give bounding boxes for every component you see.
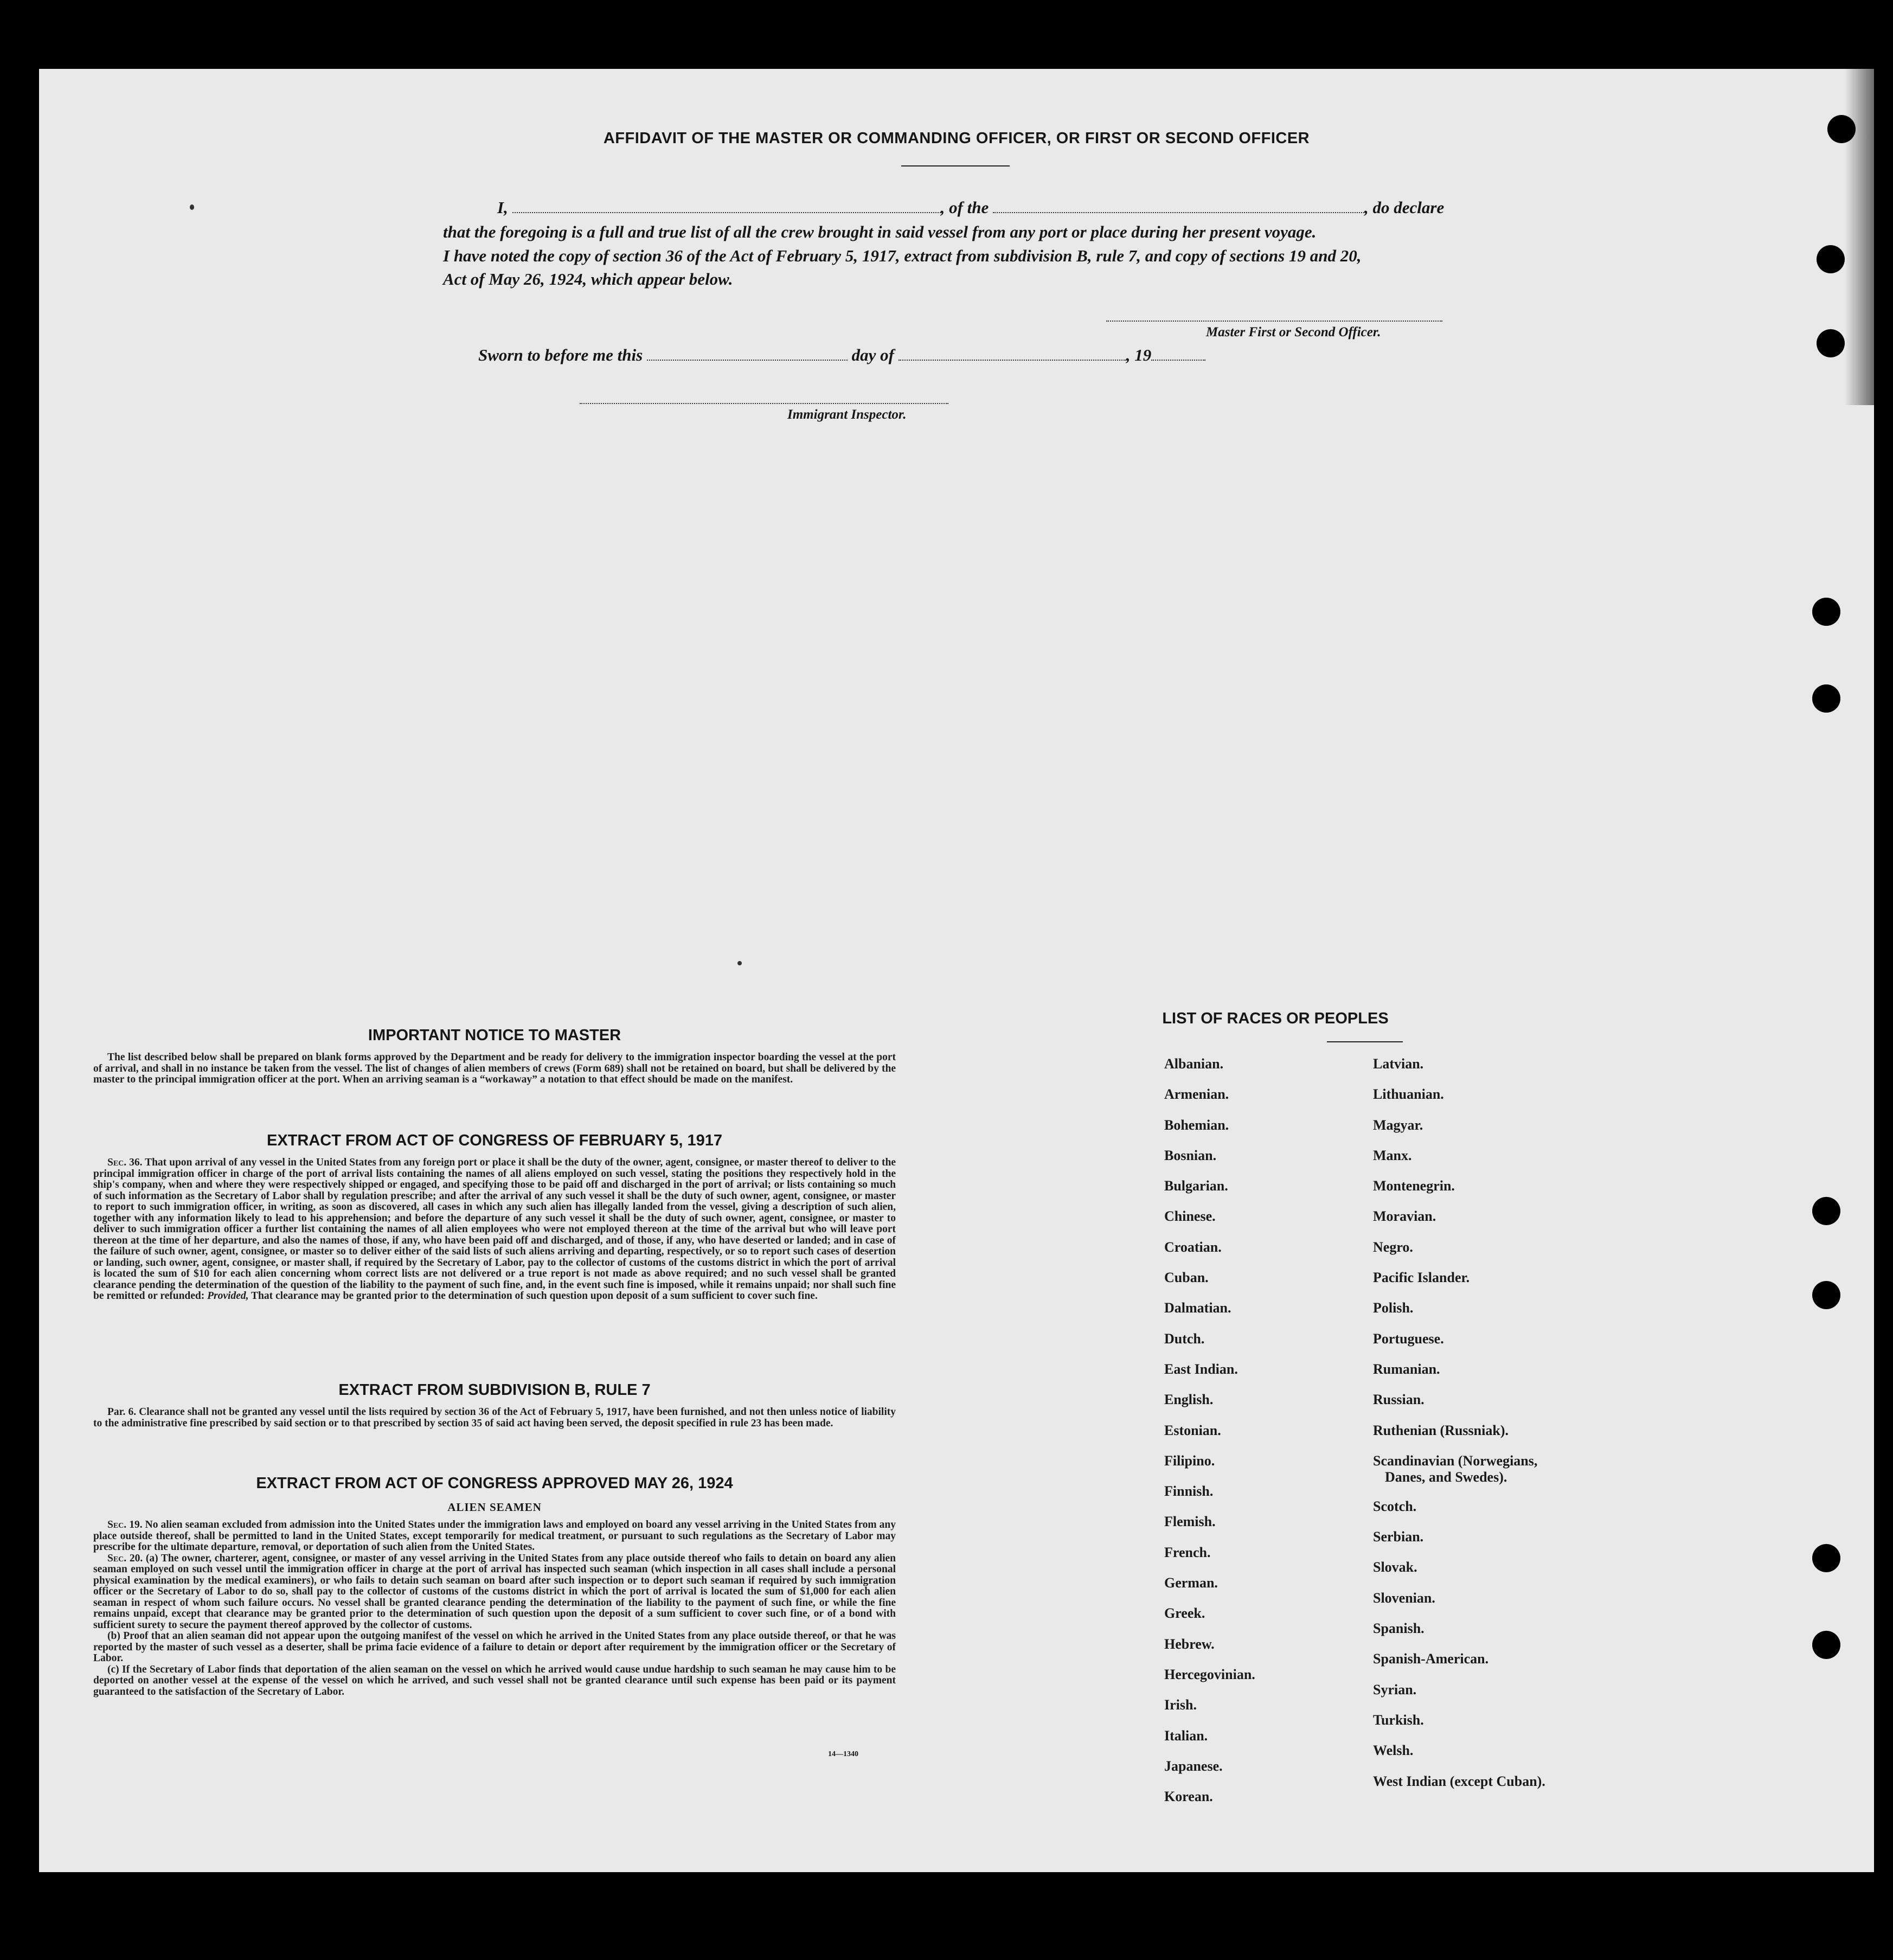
race-item: Slovak. [1373, 1559, 1417, 1575]
punch-hole [1812, 1281, 1840, 1309]
race-item-continuation: Danes, and Swedes). [1385, 1469, 1507, 1485]
race-item: Portuguese. [1373, 1330, 1444, 1347]
race-item: Slovenian. [1373, 1590, 1435, 1606]
notice-title: IMPORTANT NOTICE TO MASTER [368, 1027, 621, 1044]
race-item: Hebrew. [1164, 1636, 1215, 1652]
name-blank[interactable] [512, 201, 941, 213]
race-item: Korean. [1164, 1789, 1213, 1805]
race-item: Flemish. [1164, 1514, 1216, 1530]
race-item: Syrian. [1373, 1681, 1417, 1698]
master-signature-line[interactable] [1106, 319, 1442, 322]
sec-19-label: Sec. 19. [107, 1519, 143, 1530]
race-item: Filipino. [1164, 1452, 1215, 1469]
race-item: Armenian. [1164, 1086, 1229, 1103]
race-item: West Indian (except Cuban). [1373, 1773, 1545, 1789]
sec-36-label: Sec. 36. [107, 1157, 143, 1168]
rule-7-title: EXTRACT FROM SUBDIVISION B, RULE 7 [338, 1381, 651, 1399]
race-item: Albanian. [1164, 1056, 1224, 1072]
punch-hole [1817, 245, 1845, 273]
extract-1917-title: EXTRACT FROM ACT OF CONGRESS OF FEBRUARY 5, 1917 [266, 1132, 723, 1149]
extract-1917-body [93, 1157, 896, 1302]
races-title: LIST OF RACES OR PEOPLES [1162, 1010, 1389, 1027]
sec-20-label: Sec. 20. [107, 1552, 143, 1564]
race-item: Hercegovinian. [1164, 1666, 1255, 1682]
vessel-blank[interactable] [993, 201, 1364, 213]
race-item: Pacific Islander. [1373, 1270, 1470, 1286]
race-item: Croatian. [1164, 1239, 1222, 1255]
sec-20c-text: (c) If the Secretary of Labor finds that deportation of the alien seaman on the vessel on which he arrived would cause undue hardship to such seaman he may cause him to be deported on another vessel at the expense of the vessel on which he arrived, and such vessel shall not be granted clearance until such expense has been paid or its payment guaranteed to the satisfaction of the Secretary of Labor. [93, 1663, 896, 1698]
punch-hole [1812, 1631, 1840, 1659]
affidavit-title: AFFIDAVIT OF THE MASTER OR COMMANDING OFFICER, OR FIRST OR SECOND OFFICER [603, 130, 1310, 147]
race-item: Rumanian. [1373, 1361, 1440, 1377]
ink-speck [737, 961, 742, 965]
notice-text: The list described below shall be prepared on blank forms approved by the Department and be ready for delivery to the immigration inspector boarding the vessel at the port of arrival, and shall in no instance be taken from the vessel. The list of changes of alien members of crews (Form 689) shall not be retained on board, but shall be delivered by the master to the principal immigration officer at the port. When an arriving seaman is a “workaway” a notation to that effect should be made on the manifest. [93, 1052, 896, 1085]
title-rule [901, 165, 1010, 166]
master-caption: Master First or Second Officer. [1206, 325, 1381, 340]
race-item: Russian. [1373, 1392, 1424, 1408]
race-item: Polish. [1373, 1300, 1414, 1316]
race-item: Negro. [1373, 1239, 1413, 1255]
of-the-label: , of the [940, 198, 989, 217]
provided-label: Provided, [207, 1290, 249, 1302]
race-item: Latvian. [1373, 1056, 1424, 1072]
race-item: Scotch. [1373, 1498, 1417, 1514]
race-item: Bulgarian. [1164, 1178, 1228, 1194]
race-item: Turkish. [1373, 1712, 1424, 1728]
day-of-label: day of [851, 345, 894, 364]
punch-hole [1812, 1197, 1840, 1225]
race-item: Finnish. [1164, 1483, 1214, 1500]
races-left-column [1164, 1056, 1255, 1819]
race-item: Dutch. [1164, 1330, 1205, 1347]
notice-body [93, 1052, 896, 1086]
race-item: German. [1164, 1575, 1218, 1591]
race-item: Serbian. [1373, 1529, 1424, 1545]
sworn-line [478, 345, 1205, 365]
race-item: Greek. [1164, 1605, 1205, 1622]
rule-7-text: Par. 6. Clearance shall not be granted any vessel until the lists required by section 36 of the Act of February 5, 1917, have been furnished, and not then unless notice of liability to the administrative fine prescribed by said section or to that prescribed by section 35 of said act having been served, the deposit specified in rule 23 has been made. [93, 1406, 896, 1429]
race-item: Cuban. [1164, 1270, 1209, 1286]
statement-line-3: Act of May 26, 1924, which appear below. [443, 270, 733, 289]
race-item: Magyar. [1373, 1117, 1423, 1133]
race-item: Spanish. [1373, 1620, 1424, 1637]
punch-hole [1812, 598, 1840, 626]
race-item: Lithuanian. [1373, 1086, 1444, 1103]
i-label: I, [497, 198, 508, 217]
race-item: Montenegrin. [1373, 1178, 1455, 1194]
race-item: Irish. [1164, 1697, 1197, 1713]
sec-36-text-end: That clearance may be granted prior to the determination of such question upon deposit of a sum sufficient to cover such fine. [251, 1290, 818, 1302]
race-item: Manx. [1373, 1147, 1412, 1163]
race-item: Bosnian. [1164, 1147, 1217, 1163]
statement-line-1: that the foregoing is a full and true list of all the crew brought in said vessel from any port or place during her present voyage. [443, 222, 1317, 241]
punch-hole [1812, 1544, 1840, 1572]
declaration-line [497, 198, 1444, 217]
day-blank[interactable] [647, 349, 848, 361]
race-item: Bohemian. [1164, 1117, 1229, 1133]
race-item: Chinese. [1164, 1208, 1216, 1225]
race-item: English. [1164, 1392, 1214, 1408]
race-item: Spanish-American. [1373, 1651, 1489, 1667]
race-item: Italian. [1164, 1727, 1208, 1744]
extract-1924-body [93, 1520, 896, 1698]
punch-hole [1817, 329, 1845, 357]
inspector-signature-line[interactable] [580, 402, 948, 404]
race-item: Estonian. [1164, 1422, 1221, 1438]
race-item: French. [1164, 1544, 1211, 1560]
race-item: Scandinavian (Norwegians, [1373, 1452, 1538, 1469]
races-right-column [1373, 1056, 1545, 1804]
rule-7-body [93, 1407, 896, 1429]
race-item: Japanese. [1164, 1758, 1223, 1774]
year-blank[interactable] [1151, 349, 1205, 361]
races-title-rule [1327, 1041, 1403, 1042]
sec-36-text: That upon arrival of any vessel in the United States from any foreign port or place it shall be the duty of the owner, agent, consignee, or master thereof to deliver to the principal immigration officer in charge of the port of arrival lists containing the names of all aliens employed on such vessel, stating the positions they respectively hold in the ship's company, when and where they were respectively shipped or engaged, and specifying those to be paid off and discharged in the port of arrival; or lists containing so much of such information as the Secretary of Labor shall by regulation prescribe; and after the arrival of any such vessel it shall be the duty of such owner, agent, consignee, or master to report to such immigration officer, in writing, as soon as discovered, all cases in which any such alien has illegally landed from the vessel, giving a description of such alien, together with any information likely to lead to his apprehension; and before the departure of any such vessel it shall be the duty of such owner, agent, consignee, or master to deliver to such immigration officer a further list containing the names of all alien employees who were not employed thereon at the time of the arrival but who will leave port thereon at the time of her departure, and also the names of those, if any, who have been paid off and discharged, and of those, if any, who have deserted or landed; and in case of the failure of such owner, agent, consignee, or master so to deliver either of the said lists of such aliens arriving and departing, respectively, or so to report such cases of desertion or landing, such owner, agent, consignee, or master shall, if required by the Secretary of Labor, pay to the collector of customs of the customs district in which the port of arrival is located the sum of $10 for each alien concerning whom correct lists are not delivered or a true report is not made as above required; and no such vessel shall be granted clearance pending the determination of the question of the liability to the payment of such fine, and, in the event such fine is imposed, while it remains unpaid; nor shall such fine be remitted or refunded: [93, 1157, 896, 1302]
sec-20a-text: (a) The owner, charterer, agent, consignee, or master of any vessel arriving in the United States from any place outside thereof who fails to detain on board any alien seaman employed on such vessel until the immigration officer in charge at the port of arrival has inspected such seaman (which inspection in all cases shall include a personal physical examination by the medical examiners), or who fails to detain such seaman on board after such inspection or to deport such seaman if required by such immigration officer or the Secretary of Labor to do so, shall pay to the collector of customs of the customs district in which the port of arrival is located the sum of $1,000 for each alien seaman in respect of whom such failure occurs. No vessel shall be granted clearance pending the determination of the liability to the payment of such fine, or while the fine remains unpaid, except that clearance may be granted prior to the determination of such question upon the deposit of a sum sufficient to cover such fine, or of a bond with sufficient surety to secure the payment thereof approved by the collector of customs. [93, 1552, 896, 1631]
torn-edge-shadow [1845, 69, 1874, 405]
extract-1924-title: EXTRACT FROM ACT OF CONGRESS APPROVED MAY 26, 1924 [256, 1475, 733, 1492]
sec-19-text: No alien seaman excluded from admission into the United States under the immigration laws and employed on board any vessel arriving in the United States from any place outside thereof, shall be permitted to land in the United States, except temporarily for medical treatment, or pursuant to such regulations as the Secretary of Labor may prescribe for the ultimate departure, removal, or deportation of such alien from the United States. [93, 1519, 896, 1553]
inspector-caption: Immigrant Inspector. [787, 407, 907, 422]
sworn-label: Sworn to before me this [478, 345, 643, 364]
ink-speck [190, 204, 194, 210]
alien-seamen-subtitle: ALIEN SEAMEN [447, 1501, 542, 1514]
race-item: East Indian. [1164, 1361, 1238, 1377]
race-item: Welsh. [1373, 1743, 1414, 1759]
do-declare-label: , do declare [1364, 198, 1445, 217]
punch-hole [1812, 684, 1840, 713]
race-item-scandinavian [1373, 1453, 1545, 1498]
statement-line-2: I have noted the copy of section 36 of the Act of February 5, 1917, extract from subdivision B, rule 7, and copy of sections 19 and 20, [443, 246, 1362, 265]
month-blank[interactable] [899, 349, 1126, 361]
form-number: 14—1340 [828, 1750, 858, 1758]
race-item: Dalmatian. [1164, 1300, 1231, 1316]
sec-20b-text: (b) Proof that an alien seaman did not appear upon the outgoing manifest of the vessel on which he arrived in the United States from any place outside thereof, or that he was reported by the master of such vessel as a deserter, shall be prima facie evidence of a failure to detain or deport after requirement by the immigration officer or the Secretary of Labor. [93, 1630, 896, 1664]
race-item: Ruthenian (Russniak). [1373, 1422, 1509, 1438]
year-label: , 19 [1126, 345, 1152, 364]
document-sheet [39, 69, 1874, 1872]
race-item: Moravian. [1373, 1208, 1436, 1225]
